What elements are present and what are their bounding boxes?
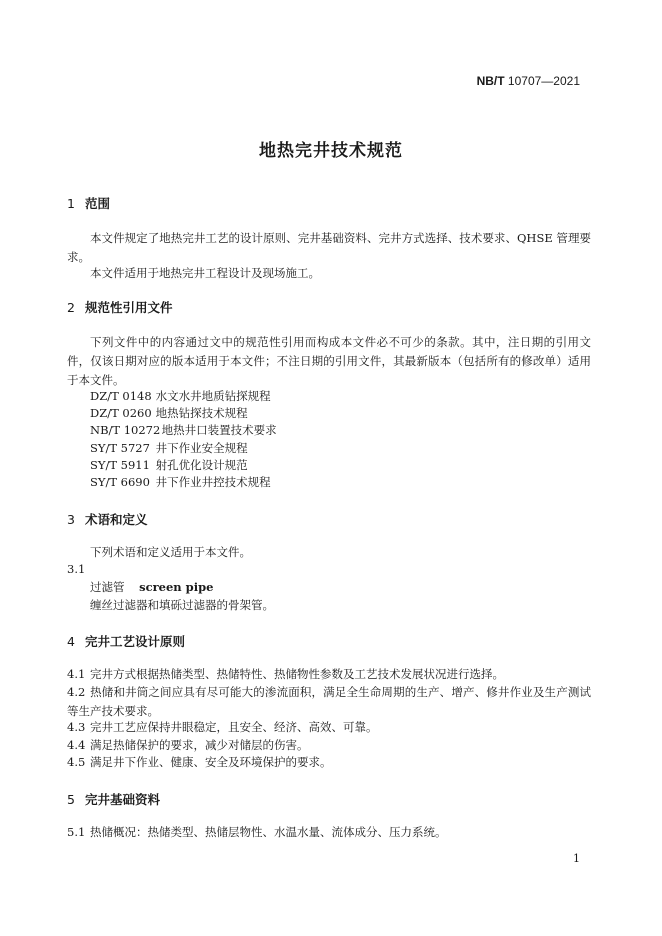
document-title: 地热完井技术规范 (259, 141, 403, 161)
standard-org: NB/T (476, 74, 505, 88)
section-number: 4 (67, 634, 75, 649)
reference-item (90, 474, 271, 490)
section-2-paragraph-1: 下列文件中的内容通过文中的规范性引用而构成本文件必不可少的条款。其中，注日期的引用文件，仅该日期对应的版本适用于本文件；不注日期的引用文件，其最新版本（包括所有的修改单）适用于本文件。 (67, 335, 591, 387)
section-1-paragraph-2: 本文件适用于地热完井工程设计及现场施工。 (90, 266, 320, 280)
term-number: 3.1 (67, 562, 86, 576)
section-title: 规范性引用文件 (85, 300, 173, 315)
section-3-paragraph-1: 下列术语和定义适用于本文件。 (90, 545, 251, 559)
standard-code (477, 74, 580, 88)
reference-title: 水文水井地质钻探规程 (155, 389, 271, 403)
section-title: 完井基础资料 (85, 792, 161, 807)
clause-item (67, 753, 591, 772)
clause-number: 4.4 (67, 738, 86, 752)
reference-title: 井下作业井控技术规程 (155, 475, 271, 489)
reference-title: 地热钻探技术规程 (155, 406, 248, 420)
term-definition: 缠丝过滤器和填砾过滤器的骨架管。 (90, 598, 274, 612)
clause-text: 热储概况：热储类型、热储层物性、水温水量、流体成分、压力系统。 (90, 825, 447, 839)
term-english: screen pipe (139, 580, 214, 594)
reference-item (90, 405, 248, 421)
section-number: 3 (67, 512, 75, 527)
clause-text: 完井工艺应保持井眼稳定，且安全、经济、高效、可靠。 (90, 720, 378, 734)
page-number: 1 (573, 852, 580, 865)
section-1-heading (67, 194, 110, 212)
section-title: 范围 (85, 196, 111, 211)
clause-item (67, 823, 591, 842)
clause-item (67, 665, 591, 684)
reference-code: NB/T 10272 (90, 423, 161, 437)
clause-number: 4.2 (67, 685, 86, 699)
standard-number: 10707—2021 (507, 74, 580, 88)
clause-number: 4.1 (67, 667, 86, 681)
section-2-heading (67, 298, 173, 316)
reference-title: 地热井口装置技术要求 (161, 423, 277, 437)
clause-item (67, 683, 591, 721)
clause-number: 5.1 (67, 825, 86, 839)
reference-code: DZ/T 0260 (90, 406, 152, 420)
section-title: 术语和定义 (85, 512, 148, 527)
clause-text: 热储和井筒之间应具有尽可能大的渗流面积，满足全生命周期的生产、增产、修井作业及生产测试等生产技术要求。 (67, 685, 591, 718)
term-chinese: 过滤管 (90, 580, 125, 594)
clause-number: 4.5 (67, 755, 86, 769)
reference-code: SY/T 5727 (90, 441, 150, 455)
reference-item (90, 388, 271, 404)
section-5-heading (67, 790, 160, 808)
reference-title: 射孔优化设计规范 (155, 458, 248, 472)
term-heading (90, 579, 213, 595)
section-number: 2 (67, 300, 75, 315)
reference-item (90, 457, 248, 473)
reference-code: SY/T 6690 (90, 475, 150, 489)
clause-item (67, 718, 591, 737)
clause-number: 4.3 (67, 720, 86, 734)
section-number: 5 (67, 792, 75, 807)
section-4-heading (67, 632, 185, 650)
reference-title: 井下作业安全规程 (155, 441, 248, 455)
reference-code: DZ/T 0148 (90, 389, 152, 403)
section-title: 完井工艺设计原则 (85, 634, 186, 649)
reference-item (90, 440, 248, 456)
section-3-heading (67, 510, 148, 528)
section-number: 1 (67, 196, 75, 211)
section-1-paragraph-1: 本文件规定了地热完井工艺的设计原则、完井基础资料、完井方式选择、技术要求、QHSE 管理要求。 (67, 231, 591, 264)
reference-code: SY/T 5911 (90, 458, 150, 472)
clause-text: 满足井下作业、健康、安全及环境保护的要求。 (90, 755, 332, 769)
clause-text: 完井方式根据热储类型、热储特性、热储物性参数及工艺技术发展状况进行选择。 (90, 667, 504, 681)
reference-item (90, 422, 277, 438)
clause-text: 满足热储保护的要求，减少对储层的伤害。 (90, 738, 309, 752)
